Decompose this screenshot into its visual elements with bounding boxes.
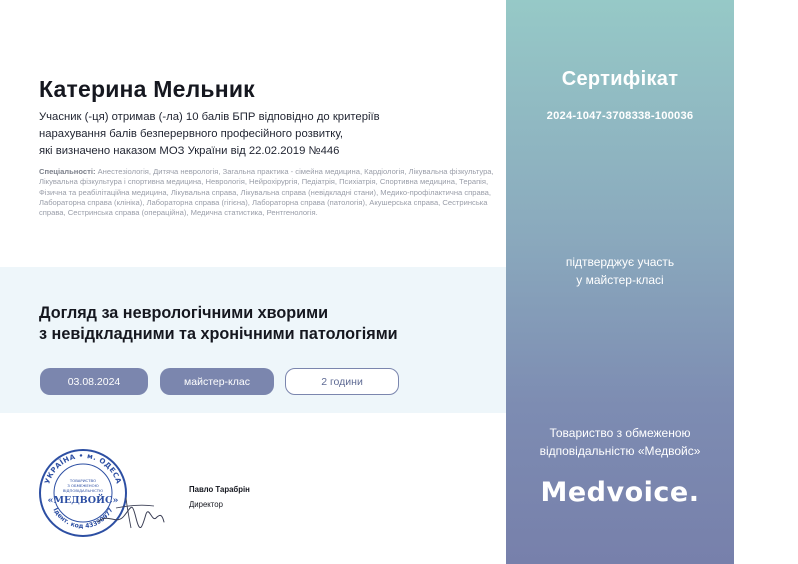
company-name: [514, 424, 726, 460]
recipient-name: Катерина Мельник: [39, 76, 255, 102]
specialties-label: Спеціальності:: [39, 167, 96, 176]
company-name-line: Товариство з обмеженою: [549, 426, 691, 440]
date-badge: 03.08.2024: [40, 368, 148, 395]
signer-title: Директор: [189, 500, 223, 509]
certificate-title: Сертифікат: [561, 68, 679, 90]
certificate-side-panel: [506, 0, 734, 564]
confirmation-line: у майстер-класі: [576, 273, 664, 287]
seal-small-text: З ОБМЕЖЕНОЮ: [67, 483, 99, 488]
bpr-statement: [39, 109, 489, 160]
course-title-line: з невідкладними та хронічними патологіями: [39, 325, 398, 343]
seal-small-text: ТОВАРИСТВО: [69, 478, 97, 483]
director-signature: [96, 492, 166, 534]
seal-small-text: ВІДПОВІДАЛЬНІСТЮ: [62, 488, 104, 493]
medvoice-logo: Medvoice.: [540, 477, 700, 508]
statement-line: Учасник (-ця) отримав (-ла) 10 балів БПР відповідно до критеріїв: [39, 111, 380, 123]
course-title-line: Догляд за неврологічними хворими: [39, 304, 329, 322]
course-band: [0, 267, 506, 413]
duration-badge: 2 години: [285, 368, 399, 395]
statement-line: нарахування балів безперервного професійного розвитку,: [39, 128, 344, 140]
confirmation-text: [520, 253, 720, 289]
course-title: [39, 303, 499, 345]
seal-company-name: «МЕДВОЙС»: [47, 495, 119, 506]
seal-bottom-text: Ідент. код 43390977: [51, 506, 115, 531]
format-badge: майстер-клас: [160, 368, 274, 395]
confirmation-line: підтверджує участь: [565, 255, 675, 269]
company-name-line: відповідальністю «Медвойс»: [539, 444, 701, 458]
certificate-number: 2024-1047-3708338-100036: [546, 110, 694, 122]
seal-top-text: УКРАЇНА • м. ОДЕСА: [43, 451, 123, 486]
statement-line: які визначено наказом МОЗ України від 22.02.2019 №446: [39, 145, 340, 157]
specialties-list: [39, 167, 497, 218]
signer-name: Павло Тарабрін: [189, 485, 250, 494]
specialties-text: Анестезіологія, Дитяча неврологія, Загальна практика - сімейна медицина, Кардіологія, Лікувальна фізкультура, Лікувальна фізкультура і спортивна медицина, Неврологія, Нейрохірургія, Педіатрія, Психіатрія, Спортивна медицина, Терапія, Фізична та реабілітаційна медицина, Лікувальна справа, Лікувальна справа (невідкладні стани), Медико-профілактична справа, Лабораторна справа (клініка), Лабораторна справа (гігієна), Лабораторна справа (патологія), Акушерська справа, Сестринська справа, Сестринська справа (операційна), Медична статистика, Рентгенологія.: [39, 167, 494, 218]
